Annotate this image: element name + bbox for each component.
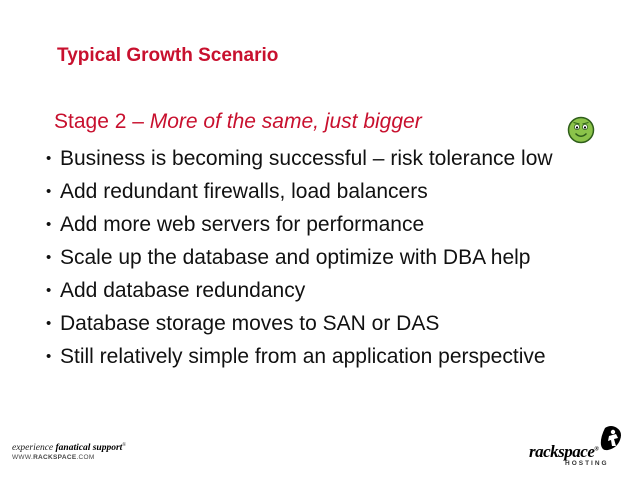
footer-branding <box>12 443 126 461</box>
website-suffix: .COM <box>76 454 95 462</box>
bullet-symbol: • <box>46 216 52 233</box>
rackspace-logo <box>529 425 629 467</box>
bullet-item <box>46 179 591 204</box>
bullet-symbol: • <box>46 150 52 167</box>
tagline-prefix: experience <box>12 443 56 454</box>
bullet-symbol: • <box>46 183 52 200</box>
smiley-face-icon <box>567 116 595 144</box>
stage-heading <box>54 110 422 134</box>
footer-website <box>12 454 126 461</box>
bullet-symbol: • <box>46 315 52 332</box>
bullet-item <box>46 212 591 237</box>
bullet-item <box>46 311 591 336</box>
bullet-list <box>46 146 591 377</box>
stage-label: Stage 2 – <box>54 110 150 133</box>
footer-tagline <box>12 443 126 453</box>
tagline-registered-mark: ® <box>122 443 127 448</box>
bullet-symbol: • <box>46 282 52 299</box>
tagline-emphasis: fanatical support <box>55 443 123 454</box>
logo-wordmark <box>529 442 598 462</box>
bullet-symbol: • <box>46 348 52 365</box>
bullet-text: Database storage moves to SAN or DAS <box>60 312 440 335</box>
logo-wordmark-text: rackspace <box>529 442 595 461</box>
bullet-item <box>46 344 591 369</box>
bullet-item <box>46 146 591 171</box>
bullet-text: Scale up the database and optimize with DBA help <box>60 246 531 269</box>
stage-description: More of the same, just bigger <box>149 110 422 133</box>
logo-subtext: HOSTING <box>565 460 609 467</box>
bullet-text: Add database redundancy <box>60 279 306 302</box>
bullet-text: Business is becoming successful – risk tolerance low <box>60 147 553 170</box>
bullet-item <box>46 245 591 270</box>
website-domain: RACKSPACE <box>33 454 77 462</box>
rackspace-figure-icon <box>599 425 625 453</box>
logo-registered-mark: ® <box>594 446 599 453</box>
bullet-text: Still relatively simple from an application perspective <box>60 345 546 368</box>
bullet-item <box>46 278 591 303</box>
website-prefix: WWW. <box>12 454 34 462</box>
slide-title: Typical Growth Scenario <box>57 45 279 66</box>
bullet-symbol: • <box>46 249 52 266</box>
bullet-text: Add more web servers for performance <box>60 213 425 236</box>
bullet-text: Add redundant firewalls, load balancers <box>60 180 428 203</box>
